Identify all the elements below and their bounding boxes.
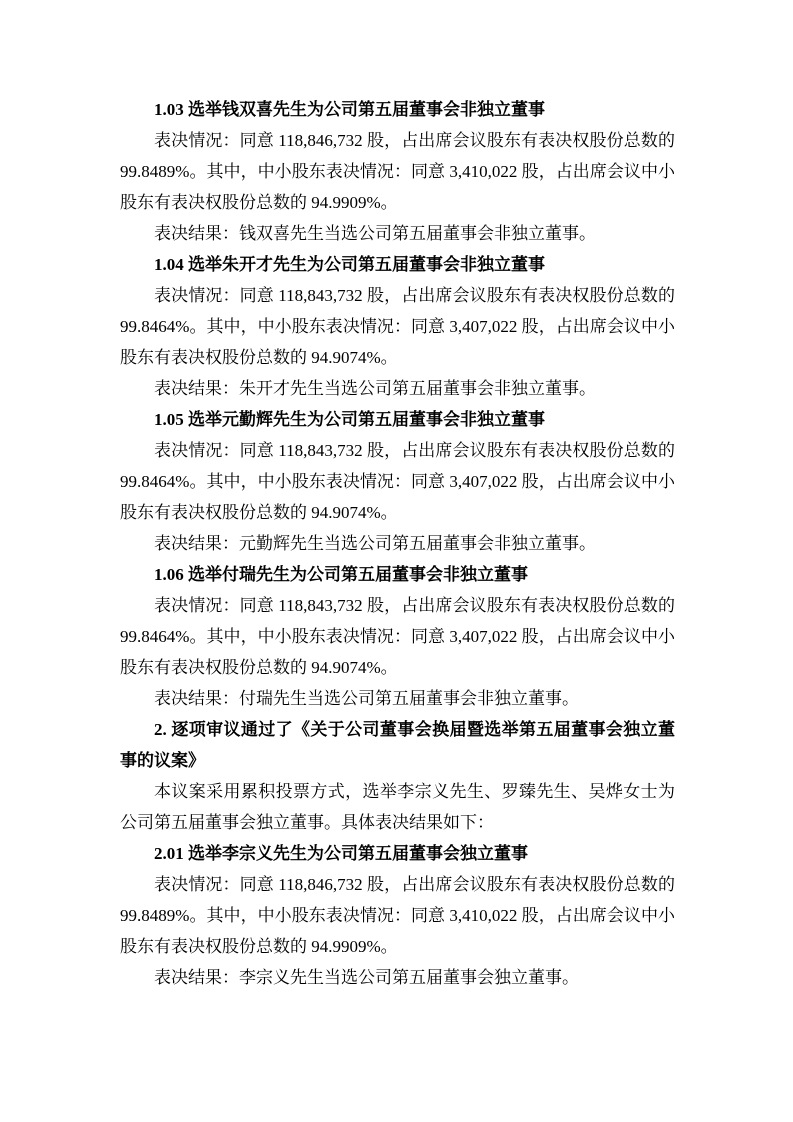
section-heading-1-05: 1.05 选举元勤辉先生为公司第五届董事会非独立董事 — [154, 410, 545, 429]
vote-result-1-03: 表决结果：钱双喜先生当选公司第五届董事会非独立董事。 — [154, 224, 596, 243]
section-heading-2-01: 2.01 选举李宗义先生为公司第五届董事会独立董事 — [154, 844, 528, 863]
vote-detail-1-04: 表决情况：同意 118,843,732 股，占出席会议股东有表决权股份总数的 99.8464%。其中，中小股东表决情况：同意 3,407,022 股，占出席会议中小股东有表决权股份总数的 94.9074%。 — [120, 286, 675, 367]
vote-detail-1-06: 表决情况：同意 118,843,732 股，占出席会议股东有表决权股份总数的 99.8464%。其中，中小股东表决情况：同意 3,407,022 股，占出席会议中小股东有表决权股份总数的 94.9074%。 — [120, 596, 675, 677]
section-heading-1-06: 1.06 选举付瑞先生为公司第五届董事会非独立董事 — [154, 565, 528, 584]
vote-result-1-04: 表决结果：朱开才先生当选公司第五届董事会非独立董事。 — [154, 379, 596, 398]
vote-result-2-01: 表决结果：李宗义先生当选公司第五届董事会独立董事。 — [154, 968, 579, 987]
vote-result-1-06: 表决结果：付瑞先生当选公司第五届董事会非独立董事。 — [154, 689, 579, 708]
section-heading-2: 2. 逐项审议通过了《关于公司董事会换届暨选举第五届董事会独立董事的议案》 — [120, 720, 675, 770]
vote-detail-2-01: 表决情况：同意 118,846,732 股，占出席会议股东有表决权股份总数的 99.8489%。其中，中小股东表决情况：同意 3,410,022 股，占出席会议中小股东有表决权股份总数的 94.9909%。 — [120, 875, 675, 956]
section-heading-1-03: 1.03 选举钱双喜先生为公司第五届董事会非独立董事 — [154, 100, 545, 119]
section-heading-1-04: 1.04 选举朱开才先生为公司第五届董事会非独立董事 — [154, 255, 545, 274]
vote-result-1-05: 表决结果：元勤辉先生当选公司第五届董事会非独立董事。 — [154, 534, 596, 553]
vote-detail-1-05: 表决情况：同意 118,843,732 股，占出席会议股东有表决权股份总数的 99.8464%。其中，中小股东表决情况：同意 3,407,022 股，占出席会议中小股东有表决权股份总数的 94.9074%。 — [120, 441, 675, 522]
vote-detail-1-03: 表决情况：同意 118,846,732 股，占出席会议股东有表决权股份总数的 99.8489%。其中，中小股东表决情况：同意 3,410,022 股，占出席会议中小股东有表决权股份总数的 94.9909%。 — [120, 131, 675, 212]
section-2-intro: 本议案采用累积投票方式，选举李宗义先生、罗臻先生、吴烨女士为公司第五届董事会独立董事。具体表决结果如下： — [120, 782, 675, 832]
document-content — [120, 94, 675, 993]
